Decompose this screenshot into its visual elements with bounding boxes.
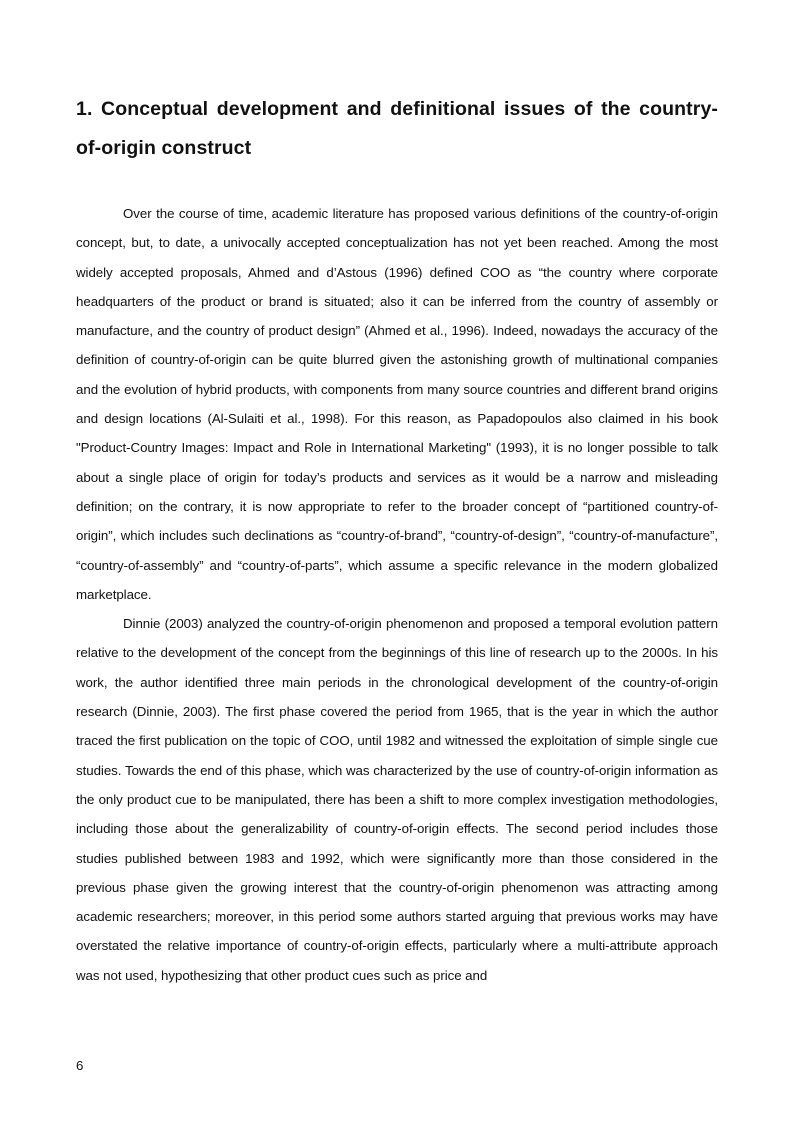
paragraph-dinnie-evolution: Dinnie (2003) analyzed the country-of-origin phenomenon and proposed a temporal evolution pattern relative to the development of the concept from the beginnings of this line of research up to the 2000s. In his work, the author identified three main periods in the chronological development of the country-of-origin research (Dinnie, 2003). The first phase covered the period from 1965, that is the year in which the author traced the first publication on the topic of COO, until 1982 and witnessed the exploitation of simple single cue studies. Towards the end of this phase, which was characterized by the use of country-of-origin information as the only product cue to be manipulated, there has been a shift to more complex investigation methodologies, including those about the generalizability of country-of-origin effects. The second period includes those studies published between 1983 and 1992, which were significantly more than those considered in the previous phase given the growing interest that the country-of-origin phenomenon was attracting among academic researchers; moreover, in this period some authors started arguing that previous works may have overstated the relative importance of country-of-origin effects, particularly where a multi-attribute approach was not used, hypothesizing that other product cues such as price and <box>76 616 718 983</box>
paragraph-coo-definitions: Over the course of time, academic literature has proposed various definitions of the country-of-origin concept, but, to date, a univocally accepted conceptualization has not yet been reached. Among the most widely accepted proposals, Ahmed and d’Astous (1996) defined COO as “the country where corporate headquarters of the product or brand is situated; also it can be inferred from the country of assembly or manufacture, and the country of product design” (Ahmed et al., 1996). Indeed, nowadays the accuracy of the definition of country-of-origin can be quite blurred given the astonishing growth of multinational companies and the evolution of hybrid products, with components from many source countries and different brand origins and design locations (Al-Sulaiti et al., 1998). For this reason, as Papadopoulos also claimed in his book "Product-Country Images: Impact and Role in International Marketing" (1993), it is no longer possible to talk about a single place of origin for today’s products and services as it would be a narrow and misleading definition; on the contrary, it is now appropriate to refer to the broader concept of “partitioned country-of-origin”, which includes such declinations as “country-of-brand”, “country-of-design”, “country-of-manufacture”, “country-of-assembly” and “country-of-parts”, which assume a specific relevance in the modern globalized marketplace. <box>76 206 718 602</box>
page-content <box>76 90 718 990</box>
section-title: 1. Conceptual development and definitional issues of the country-of-origin construct <box>76 98 718 159</box>
body-text <box>76 199 718 990</box>
page-number: 6 <box>76 1058 84 1073</box>
